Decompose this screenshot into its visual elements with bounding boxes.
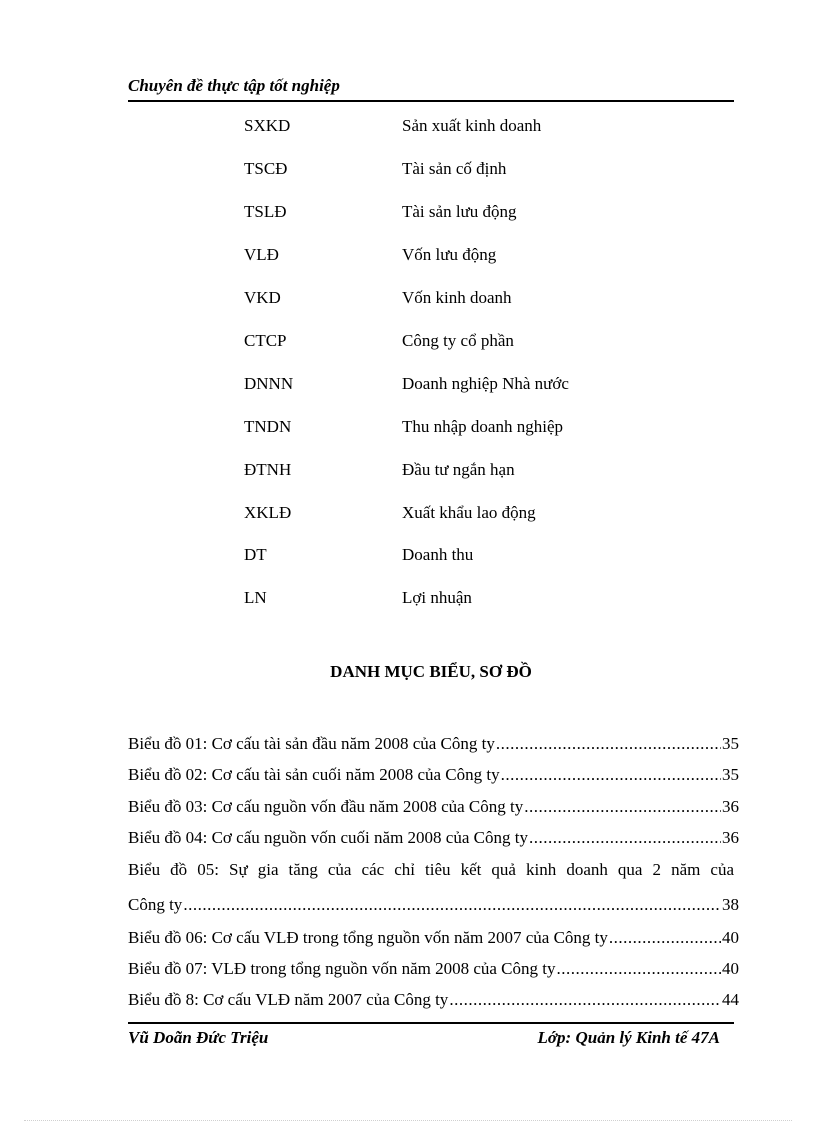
abbreviation-row <box>244 331 664 355</box>
toc-page-number: 40 <box>722 928 739 947</box>
abbreviation-meaning: Đầu tư ngắn hạn <box>402 460 515 479</box>
abbreviation-code: TSCĐ <box>244 159 288 178</box>
abbreviation-meaning: Vốn kinh doanh <box>402 288 512 307</box>
abbreviation-meaning: Tài sản cố định <box>402 159 507 178</box>
abbreviation-meaning: Xuất khẩu lao động <box>402 503 536 522</box>
abbreviation-code: LN <box>244 588 267 607</box>
page-edge-divider <box>24 1120 792 1121</box>
toc-dot-leader <box>183 895 721 915</box>
abbreviation-code: ĐTNH <box>244 460 292 479</box>
toc-page-number: 44 <box>722 990 739 1009</box>
abbreviation-meaning: Doanh thu <box>402 545 474 564</box>
abbreviation-meaning: Thu nhập doanh nghiệp <box>402 417 563 436</box>
abbreviation-row <box>244 417 664 441</box>
toc-dot-leader <box>496 734 721 754</box>
toc-entry-label: Biểu đồ 8: Cơ cấu VLĐ năm 2007 của Công ty <box>128 990 449 1009</box>
abbreviation-row <box>244 202 664 226</box>
abbreviation-row <box>244 503 664 527</box>
toc-page-number: 36 <box>722 828 739 847</box>
header-title: Chuyên đề thực tập tốt nghiệp <box>128 76 340 95</box>
abbreviation-code: TNDN <box>244 417 292 436</box>
toc-entry-label: Biểu đồ 02: Cơ cấu tài sản cuối năm 2008 của Công ty <box>128 765 500 784</box>
abbreviation-code: SXKD <box>244 116 291 135</box>
toc-entry[interactable] <box>128 959 739 981</box>
abbreviation-row <box>244 374 664 398</box>
toc-dot-leader <box>557 959 722 979</box>
toc-dot-leader <box>524 797 721 817</box>
toc-page-number: 40 <box>722 959 739 978</box>
abbreviation-row <box>244 545 664 569</box>
toc-entry[interactable] <box>128 828 739 850</box>
abbreviation-row <box>244 159 664 183</box>
toc-dot-leader <box>449 990 721 1010</box>
abbreviation-meaning: Công ty cổ phần <box>402 331 514 350</box>
toc-entry[interactable] <box>128 928 739 950</box>
abbreviation-row <box>244 116 664 140</box>
toc-entry-label: Biểu đồ 04: Cơ cấu nguồn vốn cuối năm 2008 của Công ty <box>128 828 528 847</box>
toc-entry-label: Biểu đồ 06: Cơ cấu VLĐ trong tổng nguồn vốn năm 2007 của Công ty <box>128 928 608 947</box>
toc-page-number: 36 <box>722 797 739 816</box>
toc-dot-leader <box>609 928 721 948</box>
footer-author: Vũ Doãn Đức Triệu <box>128 1028 269 1047</box>
toc-page-number: 35 <box>722 765 739 784</box>
abbreviation-code: DT <box>244 545 267 564</box>
toc-entry[interactable] <box>128 734 739 756</box>
abbreviation-meaning: Vốn lưu động <box>402 245 497 264</box>
section-title: DANH MỤC BIỂU, SƠ ĐỒ <box>330 662 532 681</box>
abbreviation-row <box>244 245 664 269</box>
toc-entry[interactable] <box>128 990 739 1012</box>
abbreviation-row <box>244 588 664 612</box>
abbreviation-code: VKD <box>244 288 281 307</box>
page-header <box>128 76 734 102</box>
toc-entry[interactable] <box>128 797 739 819</box>
abbreviation-row <box>244 460 664 484</box>
abbreviation-code: CTCP <box>244 331 287 350</box>
toc-entry[interactable] <box>128 895 739 917</box>
page-footer <box>128 1022 734 1052</box>
toc-page-number: 35 <box>722 734 739 753</box>
toc-entry-label: Biểu đồ 07: VLĐ trong tổng nguồn vốn năm 2008 của Công ty <box>128 959 556 978</box>
abbreviation-code: VLĐ <box>244 245 279 264</box>
toc-dot-leader <box>529 828 721 848</box>
abbreviation-meaning: Doanh nghiệp Nhà nước <box>402 374 569 393</box>
toc-dot-leader <box>501 765 721 785</box>
abbreviation-row <box>244 288 664 312</box>
abbreviation-meaning: Sản xuất kinh doanh <box>402 116 542 135</box>
abbreviation-code: XKLĐ <box>244 503 292 522</box>
toc-entry-continuation: Công ty <box>128 895 183 914</box>
toc-entry[interactable] <box>128 765 739 787</box>
toc-entry-label: Biểu đồ 03: Cơ cấu nguồn vốn đầu năm 2008 của Công ty <box>128 797 524 816</box>
toc-entry-label[interactable]: Biểu đồ 05: Sự gia tăng của các chỉ tiêu kết quả kinh doanh qua 2 năm của <box>128 860 734 879</box>
toc-page-number: 38 <box>722 895 739 914</box>
footer-class: Lớp: Quản lý Kinh tế 47A <box>537 1028 720 1047</box>
abbreviation-meaning: Lợi nhuận <box>402 588 472 607</box>
abbreviation-meaning: Tài sản lưu động <box>402 202 517 221</box>
toc-entry-label: Biểu đồ 01: Cơ cấu tài sản đầu năm 2008 của Công ty <box>128 734 495 753</box>
abbreviation-code: TSLĐ <box>244 202 287 221</box>
abbreviation-code: DNNN <box>244 374 294 393</box>
